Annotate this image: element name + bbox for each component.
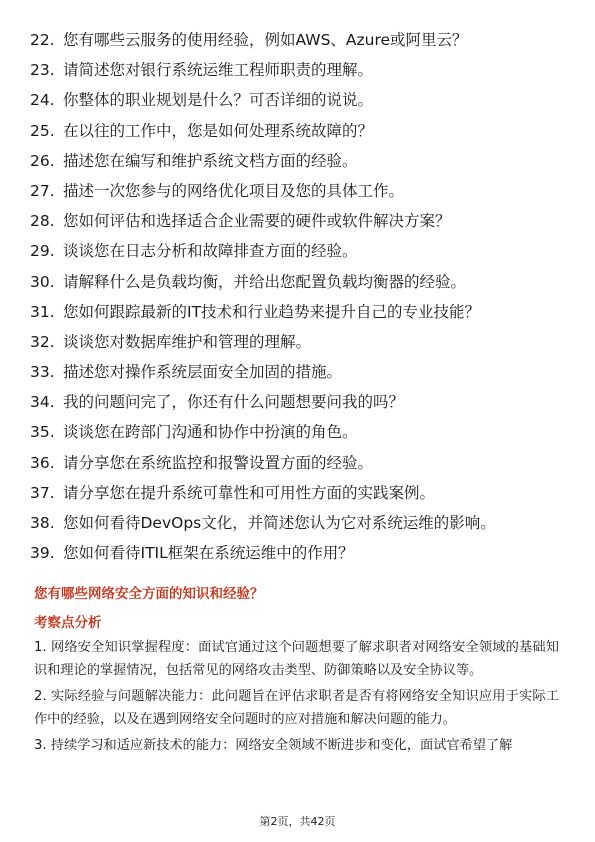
question-number: 35. (30, 423, 55, 442)
question-item (30, 327, 570, 357)
question-text: 在以往的工作中，您是如何处理系统故障的？ (63, 121, 374, 140)
question-number: 26. (30, 151, 55, 170)
question-text: 您如何看待ITIL框架在系统运维中的作用？ (63, 544, 354, 563)
question-item (30, 357, 570, 387)
question-text: 我的问题问完了，你还有什么问题想要问我的吗？ (63, 393, 405, 412)
question-text: 描述您对操作系统层面安全加固的措施。 (63, 363, 343, 382)
analysis-point: 1. 网络安全知识掌握程度：面试官通过这个问题想要了解求职者对网络安全领域的基础知识和理论的掌握情况，包括常见的网络攻击类型、防御策略以及安全协议等。 (34, 640, 559, 679)
question-item (30, 448, 570, 478)
analysis-point: 2. 实际经验与问题解决能力：此问题旨在评估求职者是否有将网络安全知识应用于实际工作中的经验，以及在遇到网络安全问题时的应对措施和解决问题的能力。 (34, 688, 559, 728)
question-text: 请分享您在系统监控和报警设置方面的经验。 (63, 453, 374, 472)
question-item (30, 146, 570, 176)
analysis-point: 3. 持续学习和适应新技术的能力：网络安全领域不断进步和变化，面试官希望了解 (34, 737, 513, 753)
question-number: 39. (30, 544, 55, 563)
question-number: 28. (30, 212, 55, 231)
question-number: 32. (30, 332, 55, 351)
question-text: 描述一次您参与的网络优化项目及您的具体工作。 (63, 181, 405, 200)
question-number: 31. (30, 302, 55, 321)
question-text: 您如何跟踪最新的IT技术和行业趋势来提升自己的专业技能？ (63, 302, 481, 321)
question-text: 您如何评估和选择适合企业需要的硬件或软件解决方案？ (63, 212, 451, 231)
question-item (30, 508, 570, 538)
question-number: 22. (30, 31, 55, 49)
question-text: 您如何看待DevOps文化，并简述您认为它对系统运维的影响。 (63, 514, 496, 532)
question-number: 24. (30, 91, 55, 110)
question-item (30, 206, 570, 236)
question-number: 23. (30, 61, 55, 80)
question-item (30, 297, 570, 327)
section-heading: 您有哪些网络安全方面的知识和经验？ (34, 586, 264, 602)
question-text: 您有哪些云服务的使用经验，例如AWS、Azure或阿里云？ (63, 31, 468, 49)
question-item (30, 478, 570, 508)
question-text: 谈谈您对数据库维护和管理的理解。 (63, 332, 312, 351)
question-item (30, 417, 570, 447)
question-number: 38. (30, 514, 55, 532)
question-text: 请简述您对银行系统运维工程师职责的理解。 (63, 61, 374, 80)
question-item (30, 267, 570, 297)
question-text: 请解释什么是负载均衡，并给出您配置负载均衡器的经验。 (63, 272, 467, 291)
question-item (30, 176, 570, 206)
question-item (30, 538, 570, 568)
question-number: 25. (30, 121, 55, 140)
question-text: 描述您在编写和维护系统文档方面的经验。 (63, 151, 358, 170)
question-list (30, 25, 570, 568)
question-number: 30. (30, 272, 55, 291)
question-text: 谈谈您在跨部门沟通和协作中扮演的角色。 (63, 423, 358, 442)
question-item (30, 387, 570, 417)
question-text: 谈谈您在日志分析和故障排查方面的经验。 (63, 242, 358, 261)
question-text: 你整体的职业规划是什么？可否详细的说说。 (63, 91, 374, 110)
question-number: 34. (30, 393, 55, 412)
question-item (30, 85, 570, 115)
question-number: 27. (30, 181, 55, 200)
question-item (30, 116, 570, 146)
question-item (30, 55, 570, 85)
analysis-subheading: 考察点分析 (34, 615, 102, 631)
question-item (30, 236, 570, 266)
analysis-points (34, 636, 559, 759)
question-number: 29. (30, 242, 55, 261)
question-text: 请分享您在提升系统可靠性和可用性方面的实践案例。 (63, 483, 436, 502)
page-footer: 第2页，共42页 (259, 815, 336, 828)
question-number: 37. (30, 483, 55, 502)
question-number: 33. (30, 363, 55, 382)
question-item (30, 25, 570, 55)
question-number: 36. (30, 453, 55, 472)
